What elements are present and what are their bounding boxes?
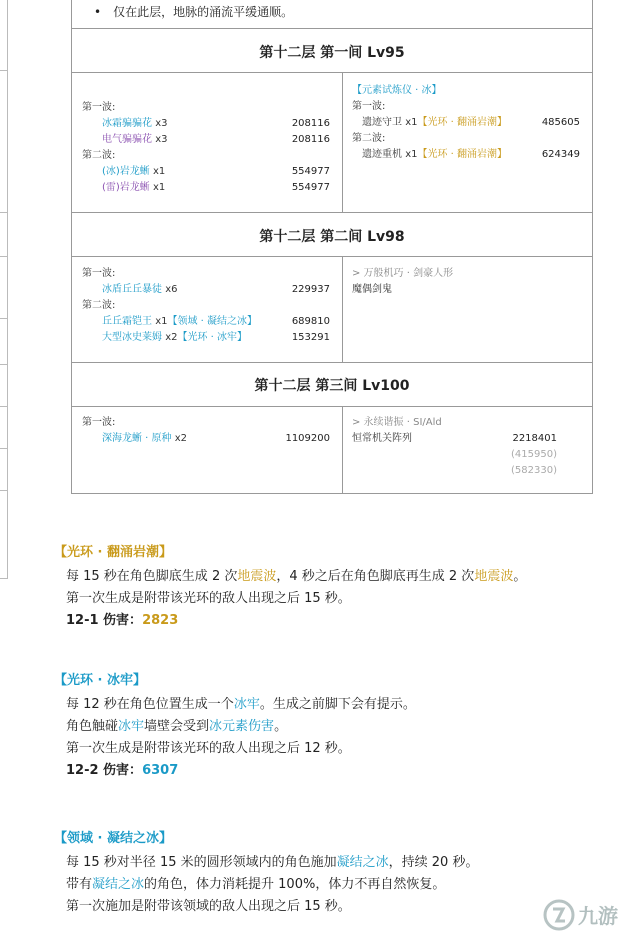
- wave-label: 第一波:: [82, 268, 116, 279]
- effect-heading: 【领域 · 凝结之冰】: [54, 831, 172, 846]
- enemy-row: [82, 132, 330, 148]
- margin-tick: [0, 448, 8, 449]
- ley-line-header: 【元素试炼仪 · 冰】: [352, 85, 442, 96]
- margin-tick: [0, 318, 8, 319]
- enemy-name: 丘丘霜铠王 x1【领域 · 凝结之冰】: [102, 316, 258, 327]
- margin-tick: [0, 578, 8, 579]
- effect-paragraph: 第一次施加是附带该领域的敌人出现之后 15 秒。: [66, 899, 351, 914]
- margin-tick: [0, 256, 8, 257]
- svg-text:九游: 九游: [578, 904, 618, 928]
- enemy-hp: 153291: [291, 332, 330, 343]
- enemy-hp: 485605: [541, 117, 580, 128]
- wave-label: 第一波:: [82, 417, 116, 428]
- enemy-row: [352, 115, 580, 131]
- floor-note: • 仅在此层，地脉的涌流平缓通顺。: [94, 5, 294, 19]
- chamber-1-second-half: [352, 83, 580, 163]
- enemy-row: [82, 116, 330, 132]
- enemy-name: 遗迹重机 x1【光环 · 翻涌岩潮】: [362, 149, 508, 160]
- enemy-sub-row: [352, 463, 557, 479]
- enemy-hp: 2218401: [512, 433, 557, 444]
- enemy-row: [82, 180, 330, 196]
- enemy-hp-sub: (415950): [511, 449, 557, 460]
- enemy-name: (冰)岩龙蜥 x1: [102, 166, 166, 177]
- effect-paragraph: 带有凝结之冰的角色，体力消耗提升 100%，体力不再自然恢复。: [66, 877, 446, 892]
- enemy-name: 遗迹守卫 x1【光环 · 翻涌岩潮】: [362, 117, 508, 128]
- enemy-name: 冰盾丘丘暴徒 x6: [102, 284, 178, 295]
- effect-paragraph: 角色触碰冰牢墙壁会受到冰元素伤害。: [66, 719, 288, 734]
- site-watermark-logo: [542, 895, 632, 935]
- chamber-2-second-half: [352, 266, 580, 298]
- enemy-row: [82, 164, 330, 180]
- damage-line: 12-2 伤害：6307: [66, 763, 179, 778]
- enemy-row: [82, 314, 330, 330]
- margin-tick: [0, 490, 8, 491]
- chamber-2-first-half: [82, 266, 330, 346]
- enemy-hp-sub: (582330): [511, 465, 557, 476]
- divider: [72, 362, 592, 363]
- watermark-icon: [542, 895, 632, 935]
- enemy-name: 恒常机关阵列: [352, 433, 412, 444]
- enemy-hp: 1109200: [285, 433, 330, 444]
- effect-heading: 【光环 · 冰牢】: [54, 673, 146, 688]
- wave-label: 第二波:: [82, 300, 116, 311]
- wave-label: 第二波:: [82, 150, 116, 161]
- enemy-hp: 229937: [291, 284, 330, 295]
- effect-paragraph: 第一次生成是附带该光环的敌人出现之后 15 秒。: [66, 591, 351, 606]
- margin-tick: [0, 364, 8, 365]
- enemy-name: 冰霜骗骗花 x3: [102, 118, 168, 129]
- ley-line-header: > 万般机巧 · 剑豪人形: [352, 268, 454, 279]
- chamber-title: 第十二层 第三间 Lv100: [254, 378, 410, 394]
- abyss-floor-table: [71, 0, 593, 494]
- enemy-row: [82, 282, 330, 298]
- enemy-row: [352, 147, 580, 163]
- effect-section: [54, 827, 478, 918]
- effect-paragraph: 每 15 秒在角色脚底生成 2 次地震波，4 秒之后在角色脚底再生成 2 次地震波。: [66, 569, 527, 584]
- divider: [72, 212, 592, 213]
- effect-paragraph: 每 15 秒对半径 15 米的圆形领域内的角色施加凝结之冰，持续 20 秒。: [66, 855, 479, 870]
- column-divider: [342, 72, 343, 212]
- effect-section: [54, 541, 526, 632]
- effect-section: [54, 669, 416, 782]
- enemy-name: (雷)岩龙蜥 x1: [102, 182, 166, 193]
- enemy-row: [82, 431, 330, 447]
- enemy-name: 深海龙蜥 · 原种 x2: [102, 433, 188, 444]
- wave-label: 第一波:: [352, 101, 386, 112]
- effect-paragraph: 每 12 秒在角色位置生成一个冰牢。生成之前脚下会有提示。: [66, 697, 416, 712]
- enemy-hp: 554977: [291, 166, 330, 177]
- margin-tick: [0, 406, 8, 407]
- divider: [72, 406, 592, 407]
- chamber-title: 第十二层 第一间 Lv95: [259, 45, 405, 61]
- damage-line: 12-1 伤害：2823: [66, 613, 179, 628]
- chamber-3-first-half: [82, 415, 330, 447]
- margin-tick: [0, 212, 8, 213]
- enemy-hp: 689810: [291, 316, 330, 327]
- effect-paragraph: 第一次生成是附带该光环的敌人出现之后 12 秒。: [66, 741, 351, 756]
- enemy-sub-row: [352, 447, 557, 463]
- effect-heading: 【光环 · 翻涌岩潮】: [54, 545, 172, 560]
- enemy-hp: 554977: [291, 182, 330, 193]
- enemy-name: 大型冰史莱姆 x2【光环 · 冰牢】: [102, 332, 248, 343]
- enemy-hp: 208116: [291, 134, 330, 145]
- chamber-3-second-half: [352, 415, 557, 479]
- chamber-title: 第十二层 第二间 Lv98: [259, 229, 405, 245]
- wave-label: 第二波:: [352, 133, 386, 144]
- chamber-1-first-half: [82, 100, 330, 196]
- enemy-name: 魔偶剑鬼: [352, 284, 392, 295]
- floor-note-text: 仅在此层，地脉的涌流平缓通顺。: [113, 5, 294, 19]
- margin-tick: [0, 70, 8, 71]
- enemy-row: [352, 431, 557, 447]
- column-divider: [342, 406, 343, 493]
- enemy-row: [82, 330, 330, 346]
- enemy-hp: 624349: [541, 149, 580, 160]
- divider: [72, 72, 592, 73]
- wave-label: 第一波:: [82, 102, 116, 113]
- column-divider: [342, 256, 343, 362]
- divider: [72, 256, 592, 257]
- divider: [72, 28, 592, 29]
- page-margin-rule: [7, 0, 8, 578]
- enemy-name: 电气骗骗花 x3: [102, 134, 168, 145]
- ley-line-header: > 永续谐振 · SI/Ald: [352, 417, 442, 428]
- enemy-hp: 208116: [291, 118, 330, 129]
